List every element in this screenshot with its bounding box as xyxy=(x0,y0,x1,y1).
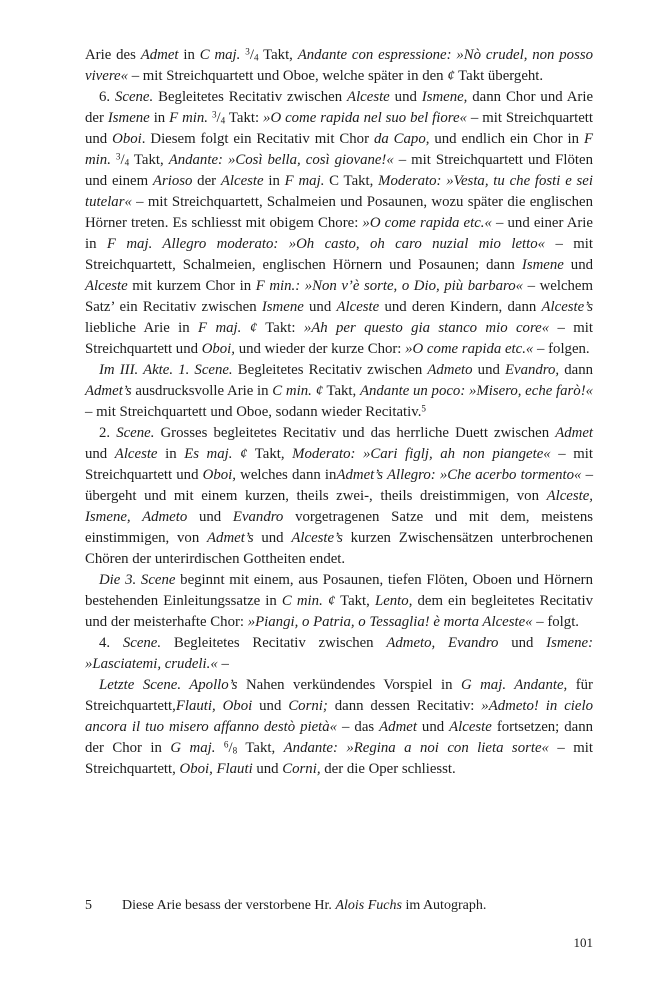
text-run: ausdrucksvolle Arie in xyxy=(131,383,273,399)
text-run: Begleitetes Recitativ zwischen xyxy=(161,635,387,651)
paragraph xyxy=(85,570,593,633)
italic-text: Letzte Scene. Apollo’s xyxy=(99,677,238,693)
text-run: / xyxy=(120,152,125,168)
superscript-text: 6 xyxy=(223,739,229,750)
text-run: im Autograph. xyxy=(401,898,487,913)
paragraph xyxy=(85,423,593,570)
italic-text: »Admeto! in cielo ancora il tuo misero affanno destò pietà« xyxy=(85,698,593,735)
italic-text: F maj. xyxy=(198,320,242,336)
italic-text: Alceste xyxy=(347,89,390,105)
italic-text: Andante: »Così bella, così giovane!« xyxy=(168,152,394,168)
text-run: – mit Streichquartett und Oboe, welche später in den xyxy=(128,68,448,84)
italic-text: da Capo, xyxy=(373,131,430,147)
paragraph xyxy=(85,87,593,360)
text-run: mit kurzem Chor in xyxy=(127,278,256,294)
text-run: und xyxy=(252,698,289,714)
subscript-text: 8 xyxy=(232,745,238,756)
italic-text: »Piangi, o Patria, o Tessaglia! è morta Alceste« xyxy=(247,614,533,630)
italic-text: Admet xyxy=(379,719,417,735)
text-run: . Diesem folgt ein Recitativ mit Chor xyxy=(141,131,374,147)
italic-text: F maj. xyxy=(284,173,325,189)
text-run: Takt, xyxy=(258,47,298,63)
italic-text: Oboi xyxy=(112,131,142,147)
text-run: und xyxy=(563,257,593,273)
superscript-text: 3 xyxy=(245,46,250,57)
text-run: – mit Streichquartett, xyxy=(85,740,593,777)
text-run: – folgen. xyxy=(533,341,590,357)
italic-text: Ismene xyxy=(107,110,150,126)
text-run: dann xyxy=(559,362,593,378)
text-run: der xyxy=(192,173,221,189)
text-run: / xyxy=(216,110,221,126)
italic-text: F maj. Allegro moderato: »Oh casto, oh caro nuzial mio letto« xyxy=(106,236,546,252)
paragraph xyxy=(85,675,593,780)
footnote xyxy=(85,896,593,916)
italic-text: Admeto, Evandro xyxy=(386,635,499,651)
italic-text: »Lasciatemi, crudeli.« xyxy=(85,656,218,672)
text-run: und wieder der kurze Chor: xyxy=(235,341,406,357)
subscript-text: 4 xyxy=(253,52,259,63)
text-run: – übergeht und mit einem kurzen, theils zwei-, theils dreistimmigen, von xyxy=(85,467,593,504)
text-run: / xyxy=(228,740,233,756)
text-run: welches dann in xyxy=(235,467,337,483)
italic-text: Lento xyxy=(374,593,409,609)
italic-text: Alceste xyxy=(449,719,492,735)
text-run: und xyxy=(498,635,547,651)
text-run: – das xyxy=(337,719,380,735)
superscript-text: 3 xyxy=(211,109,217,120)
text-run: Takt: xyxy=(257,320,304,336)
italic-text: Alceste’s xyxy=(541,299,593,315)
text-run: Takt, xyxy=(335,593,375,609)
text-run: 4. xyxy=(99,635,123,651)
paragraph xyxy=(85,360,593,423)
italic-text: Moderato: »Vesta, tu che fosti e sei tutelar« xyxy=(85,173,593,210)
text-run: Takt: xyxy=(225,110,264,126)
text-run: der die Oper schliesst. xyxy=(320,761,456,777)
cut-time-symbol: ¢ xyxy=(240,446,248,462)
text-run: und xyxy=(416,719,450,735)
italic-text: Im III. Akte. 1. Scene. xyxy=(99,362,233,378)
superscript-text: 3 xyxy=(115,151,121,162)
text-run: – mit Streichquartett und xyxy=(85,110,594,147)
italic-text: C maj. xyxy=(199,47,241,63)
italic-text: Alceste’s xyxy=(291,530,343,546)
italic-text: Arioso xyxy=(152,173,193,189)
text-run: Nahen verkündendes Vorspiel in xyxy=(237,677,461,693)
text-run: und endlich ein Chor in xyxy=(429,131,584,147)
text-run: Takt, xyxy=(247,446,293,462)
text-run: Grosses begleitetes Recitativ und das herrliche Duett zwischen xyxy=(154,425,556,441)
italic-text: Corni; xyxy=(288,698,328,714)
footnote-marker: 5 xyxy=(85,898,92,913)
text-run: dann dessen Recitativ: xyxy=(327,698,482,714)
text-run: / xyxy=(249,47,254,63)
italic-text: Scene. xyxy=(122,635,162,651)
body-text xyxy=(85,45,593,780)
footnote-text xyxy=(122,898,486,913)
italic-text: Scene. xyxy=(116,425,155,441)
italic-text: Ismene, xyxy=(421,89,468,105)
italic-text: Andante un poco: »Misero, eche farò!« xyxy=(359,383,594,399)
cut-time-symbol: ¢ xyxy=(249,320,258,336)
italic-text: G maj. xyxy=(170,740,216,756)
text-run: dann Chor und Arie der xyxy=(85,89,594,126)
italic-text: Moderato: »Cari figlj, ah non piangete« xyxy=(292,446,551,462)
italic-text: Andante: »Regina a noi con lieta sorte« xyxy=(283,740,549,756)
italic-text: Alceste xyxy=(336,299,380,315)
italic-text: Alceste xyxy=(114,446,158,462)
paragraph xyxy=(85,633,593,675)
subscript-text: 4 xyxy=(124,157,130,168)
text-run: – und einer Arie in xyxy=(85,215,593,252)
text-run: in xyxy=(149,110,170,126)
italic-text: Admet xyxy=(140,47,179,63)
text-run: und xyxy=(303,299,337,315)
italic-text: Ismene: xyxy=(546,635,594,651)
text-run: Diese Arie besass der verstorbene Hr. xyxy=(122,898,336,913)
paragraph xyxy=(85,45,593,87)
text-run: kurzen Zwischensätzen unterbrochenen Chören der unterirdischen Gottheiten endet. xyxy=(85,530,593,567)
text-run xyxy=(241,320,249,336)
italic-text: »O come rapida nel suo bel fiore« xyxy=(263,110,467,126)
italic-text: Evandro xyxy=(232,509,284,525)
italic-text: Ismene xyxy=(261,299,304,315)
text-run: Begleitetes Recitativ zwischen xyxy=(232,362,428,378)
italic-text: Admet’s xyxy=(207,530,254,546)
text-run: vorgetragenen Satze und mit dem, meistens einstimmigen, von xyxy=(85,509,593,546)
text-run: – mit Streichquartett, Schalmeien und Posaunen, wozu später die englischen Hörner treten. Es schliesst mit obigem Chore: xyxy=(85,194,593,231)
text-run: – xyxy=(217,656,229,672)
italic-text: Alois Fuchs xyxy=(335,898,402,913)
italic-text: Corni, xyxy=(282,761,321,777)
text-run: – welchem Satz’ ein Recitativ zwischen xyxy=(85,278,593,315)
italic-text: Evandro, xyxy=(505,362,560,378)
text-run: für Streichquartett, xyxy=(85,677,593,714)
text-run: – mit Streichquartett und xyxy=(85,320,593,357)
text-run: – mit Streichquartett und Flöten und einem xyxy=(85,152,593,189)
italic-text: Ismene xyxy=(521,257,564,273)
text-run xyxy=(232,446,240,462)
text-run: in xyxy=(178,47,200,63)
text-run: in xyxy=(157,446,185,462)
text-run: Takt, xyxy=(129,152,169,168)
text-run: Takt, xyxy=(322,383,360,399)
text-run: und xyxy=(252,761,283,777)
italic-text: Admet’s Allegro: »Che acerbo tormento« xyxy=(336,467,582,483)
italic-text: Oboi, Flauti xyxy=(179,761,253,777)
text-run: in xyxy=(263,173,285,189)
text-run: und xyxy=(253,530,292,546)
superscript-text: 5 xyxy=(421,403,426,414)
italic-text: Admet xyxy=(555,425,594,441)
text-run: , dem ein begleitetes Recitativ und der meisterhafte Chor: xyxy=(85,593,593,630)
text-run: Arie des xyxy=(85,47,141,63)
subscript-text: 4 xyxy=(220,115,226,126)
text-run: – folgt. xyxy=(532,614,580,630)
text-run: und deren Kindern, dann xyxy=(379,299,542,315)
text-run: und xyxy=(472,362,505,378)
italic-text: F min. xyxy=(169,110,209,126)
italic-text: C min. xyxy=(281,593,323,609)
text-run: liebliche Arie in xyxy=(85,320,199,336)
italic-text: C min. xyxy=(272,383,312,399)
text-run: – mit Streichquartett, Schalmeien, englischen Hörnern und Posaunen; dann xyxy=(85,236,593,273)
italic-text: Admeto xyxy=(427,362,473,378)
italic-text: Die 3. Scene xyxy=(99,572,176,588)
text-run: und xyxy=(85,446,115,462)
italic-text: Alceste xyxy=(220,173,264,189)
cut-time-symbol: ¢ xyxy=(327,593,336,609)
text-run: beginnt mit einem, aus Posaunen, tiefen Flöten, Oboen und Hörnern bestehenden Einleitungssatze in xyxy=(85,572,593,609)
text-run: und xyxy=(187,509,233,525)
text-run: 2. xyxy=(99,425,117,441)
italic-text: Alceste, Ismene, Admeto xyxy=(85,488,593,525)
italic-text: »Non v’è sorte, o Dio, più barbaro« xyxy=(304,278,524,294)
text-run: fortsetzen; dann der Chor in xyxy=(85,719,594,756)
italic-text: G maj. Andante, xyxy=(460,677,568,693)
italic-text: »O come rapida etc.« xyxy=(362,215,492,231)
text-run: C Takt, xyxy=(324,173,379,189)
italic-text: Flauti, Oboi xyxy=(175,698,253,714)
cut-time-symbol: ¢ xyxy=(315,383,323,399)
italic-text: »Ah per questo gia stanco mio core« xyxy=(303,320,550,336)
text-run xyxy=(215,740,223,756)
italic-text: Andante con espressione: »Nò crudel, non posso vivere« xyxy=(85,47,593,84)
text-run: Begleitetes Recitativ zwischen xyxy=(153,89,348,105)
text-run: – mit Streichquartett und Oboe, sodann wieder Recitativ. xyxy=(85,404,422,420)
italic-text: Admet’s xyxy=(85,383,132,399)
page-number: 101 xyxy=(573,935,593,950)
italic-text: »O come rapida etc.« xyxy=(405,341,534,357)
italic-text: Scene. xyxy=(115,89,154,105)
text-run: 6. xyxy=(99,89,115,105)
italic-text: Es maj. xyxy=(184,446,233,462)
italic-text: Oboi, xyxy=(201,341,235,357)
text-run: – mit Streichquartett und xyxy=(85,446,593,483)
cut-time-symbol: ¢ xyxy=(447,68,455,84)
italic-text: Alceste xyxy=(85,278,128,294)
text-run: Takt, xyxy=(237,740,284,756)
italic-text: F min.: xyxy=(255,278,301,294)
text-run: und xyxy=(389,89,422,105)
italic-text: Oboi, xyxy=(202,467,236,483)
text-run: Takt übergeht. xyxy=(454,68,544,84)
italic-text: F min. xyxy=(85,131,594,168)
